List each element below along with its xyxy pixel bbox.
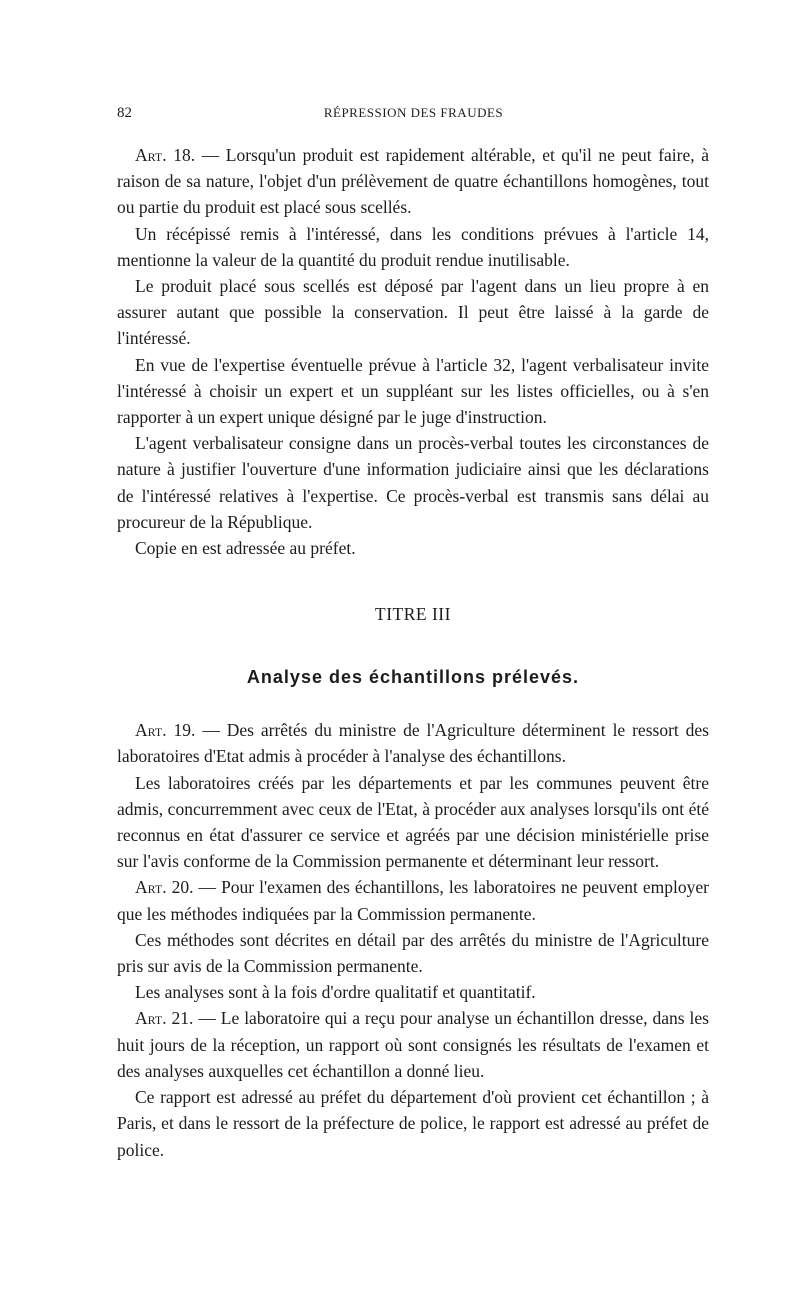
paragraph: Ce rapport est adressé au préfet du département d'où provient cet échantillon ; à Paris, et dans le ressort de la préfecture de police, le rapport est adressé au préfet de police. [117,1087,709,1160]
paragraph: Les laboratoires créés par les départements et par les communes peuvent être admis, concurremment avec ceux de l'Etat, à procéder aux analyses lorsqu'ils ont été reconnus en état d'assurer ce service et agréés par une décision ministérielle prise sur l'avis conforme de la Commission permanente et déterminant leur ressort. [117,772,709,872]
paragraph: Copie en est adressée au préfet. [135,538,356,559]
section-subtitle: Analyse des échantillons prélevés. [246,667,580,688]
paragraph-art-21 [117,1005,709,1084]
running-title: RÉPRESSION DES FRAUDES [323,105,504,120]
body-text [117,142,709,1163]
subtitle-section [117,655,709,717]
paragraph: L'agent verbalisateur consigne dans un procès-verbal toutes les circonstances de nature à justifier l'ouverture d'une information judiciaire ainsi que les déclarations de l'intéressé relatives à l'expertise. Ce procès-verbal est transmis sans délai au procureur de la République. [117,433,709,532]
paragraph-text: — Pour l'examen des échantillons, les laboratoires ne peuvent employer que les méthodes indiquées par la Commission permanente. [117,877,709,924]
paragraph-text: — Le laboratoire qui a reçu pour analyse un échantillon dresse, dans les huit jours de la réception, un rapport où sont consignés les résultats de l'examen et des analyses auxquelles cet échantillon a donné lieu. [117,1008,709,1081]
article-number: Art. 21. [135,1008,194,1029]
paragraph: Un récépissé remis à l'intéressé, dans les conditions prévues à l'article 14, mentionne la valeur de la quantité du produit rendue inutilisable. [117,223,709,270]
article-number: Art. 18. [135,145,196,165]
titre-heading: TITRE III [375,604,451,625]
paragraph: Ces méthodes sont décrites en détail par des arrêtés du ministre de l'Agriculture pris sur avis de la Commission permanente. [117,929,709,977]
paragraph-art-19 [117,717,709,769]
running-head [117,105,710,129]
article-number: Art. 19. [135,720,196,741]
paragraph: Les analyses sont à la fois d'ordre qualitatif et quantitatif. [135,982,536,1003]
paragraph-art-20 [117,874,709,926]
paragraph-text: — Des arrêtés du ministre de l'Agriculture déterminent le ressort des laboratoires d'Etat admis à procéder à l'analyse des échantillons. [117,720,709,767]
paragraph-text: — Lorsqu'un produit est rapidement altérable, et qu'il ne peut faire, à raison de sa nature, l'objet d'un prélèvement de quatre échantillons homogènes, tout ou partie du produit est placé sous scellés. [117,145,709,218]
titre-section [117,561,709,655]
page-number: 82 [117,105,132,121]
article-number: Art. 20. [135,877,194,898]
paragraph: Le produit placé sous scellés est déposé par l'agent dans un lieu propre à en assurer autant que possible la conservation. Il peut être laissé à la garde de l'intéressé. [117,276,709,349]
paragraph: En vue de l'expertise éventuelle prévue à l'article 32, l'agent verbalisateur invite l'intéressé à choisir un expert et un suppléant sur les listes officielles, ou à s'en rapporter à un expert unique désigné par le juge d'instruction. [117,354,709,428]
paragraph-art-18 [117,142,709,221]
